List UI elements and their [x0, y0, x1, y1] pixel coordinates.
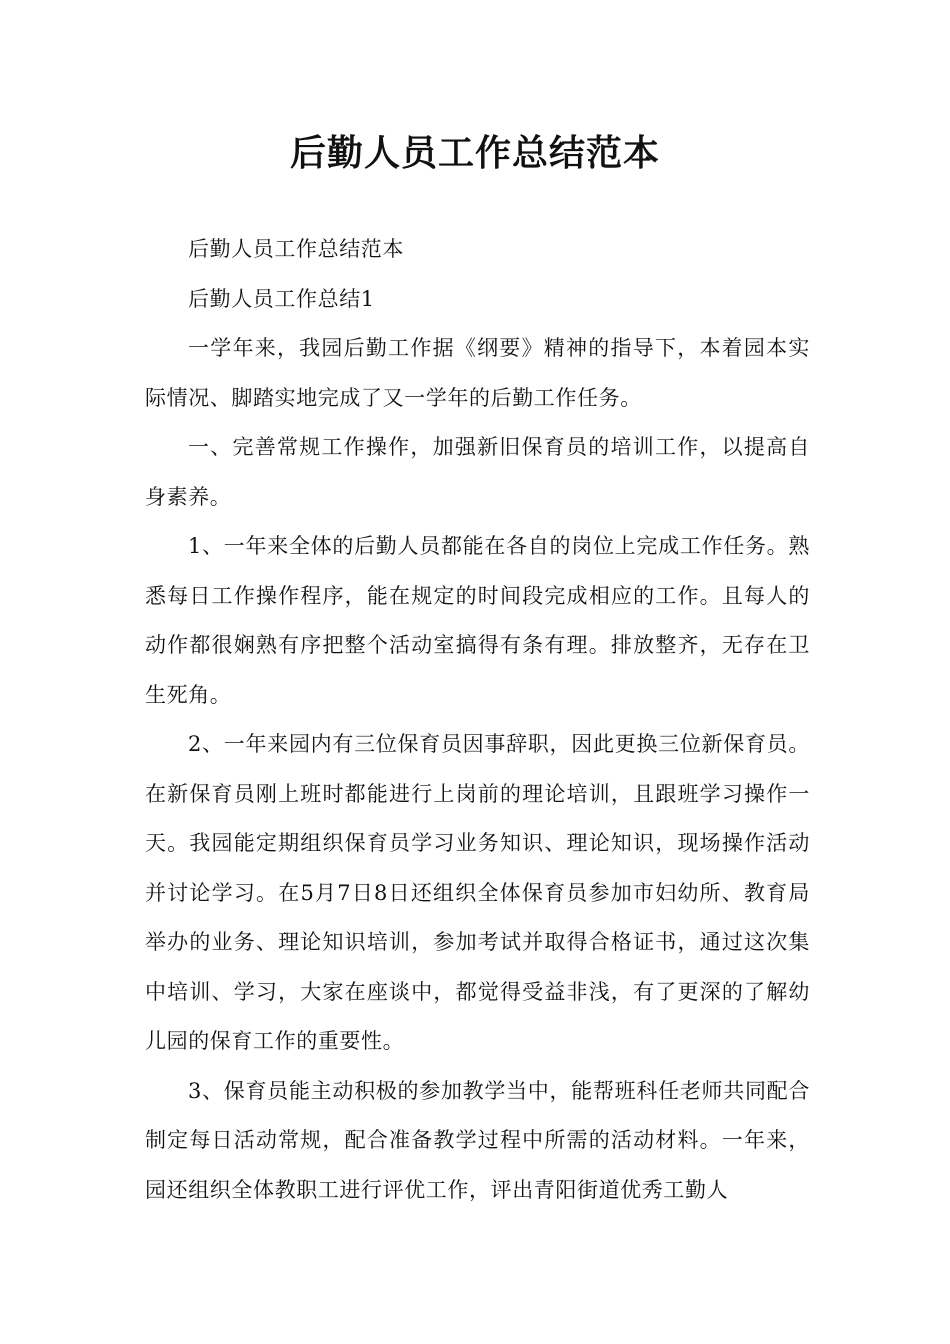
paragraph-point-one: 一、完善常规工作操作，加强新旧保育员的培训工作，以提高自身素养。 [145, 435, 810, 509]
paragraph-subtitle: 后勤人员工作总结范本 [188, 237, 404, 261]
paragraph-section-heading: 后勤人员工作总结1 [188, 286, 375, 311]
paragraph-item-2: 2、一年来园内有三位保育员因事辞职，因此更换三位新保育员。在新保育员刚上班时都能进行上岗前的理论培训，且跟班学习操作一天。我园能定期组织保育员学习业务知识、理论知识，现场操作活动并讨论学习。在5月7日8日还组织全体保育员参加市妇幼所、教育局举办的业务、理论知识培训，参加考试并取得合格证书，通过这次集中培训、学习，大家在座谈中，都觉得受益非浅，有了更深的了解幼儿园的保育工作的重要性。 [145, 732, 810, 1053]
paragraph-item-1: 1、一年来全体的后勤人员都能在各自的岗位上完成工作任务。熟悉每日工作操作程序，能在规定的时间段完成相应的工作。且每人的动作都很娴熟有序把整个活动室搞得有条有理。排放整齐，无存在卫生死角。 [145, 534, 810, 707]
paragraph-intro: 一学年来，我园后勤工作据《纲要》精神的指导下，本着园本实际情况、脚踏实地完成了又一学年的后勤工作任务。 [145, 336, 810, 410]
document-body [145, 225, 810, 1215]
document-title: 后勤人员工作总结范本 [289, 133, 660, 174]
paragraph-item-3: 3、保育员能主动积极的参加教学当中，能帮班科任老师共同配合制定每日活动常规，配合准备教学过程中所需的活动材料。一年来，园还组织全体教职工进行评优工作，评出青阳街道优秀工勤人 [145, 1078, 810, 1202]
